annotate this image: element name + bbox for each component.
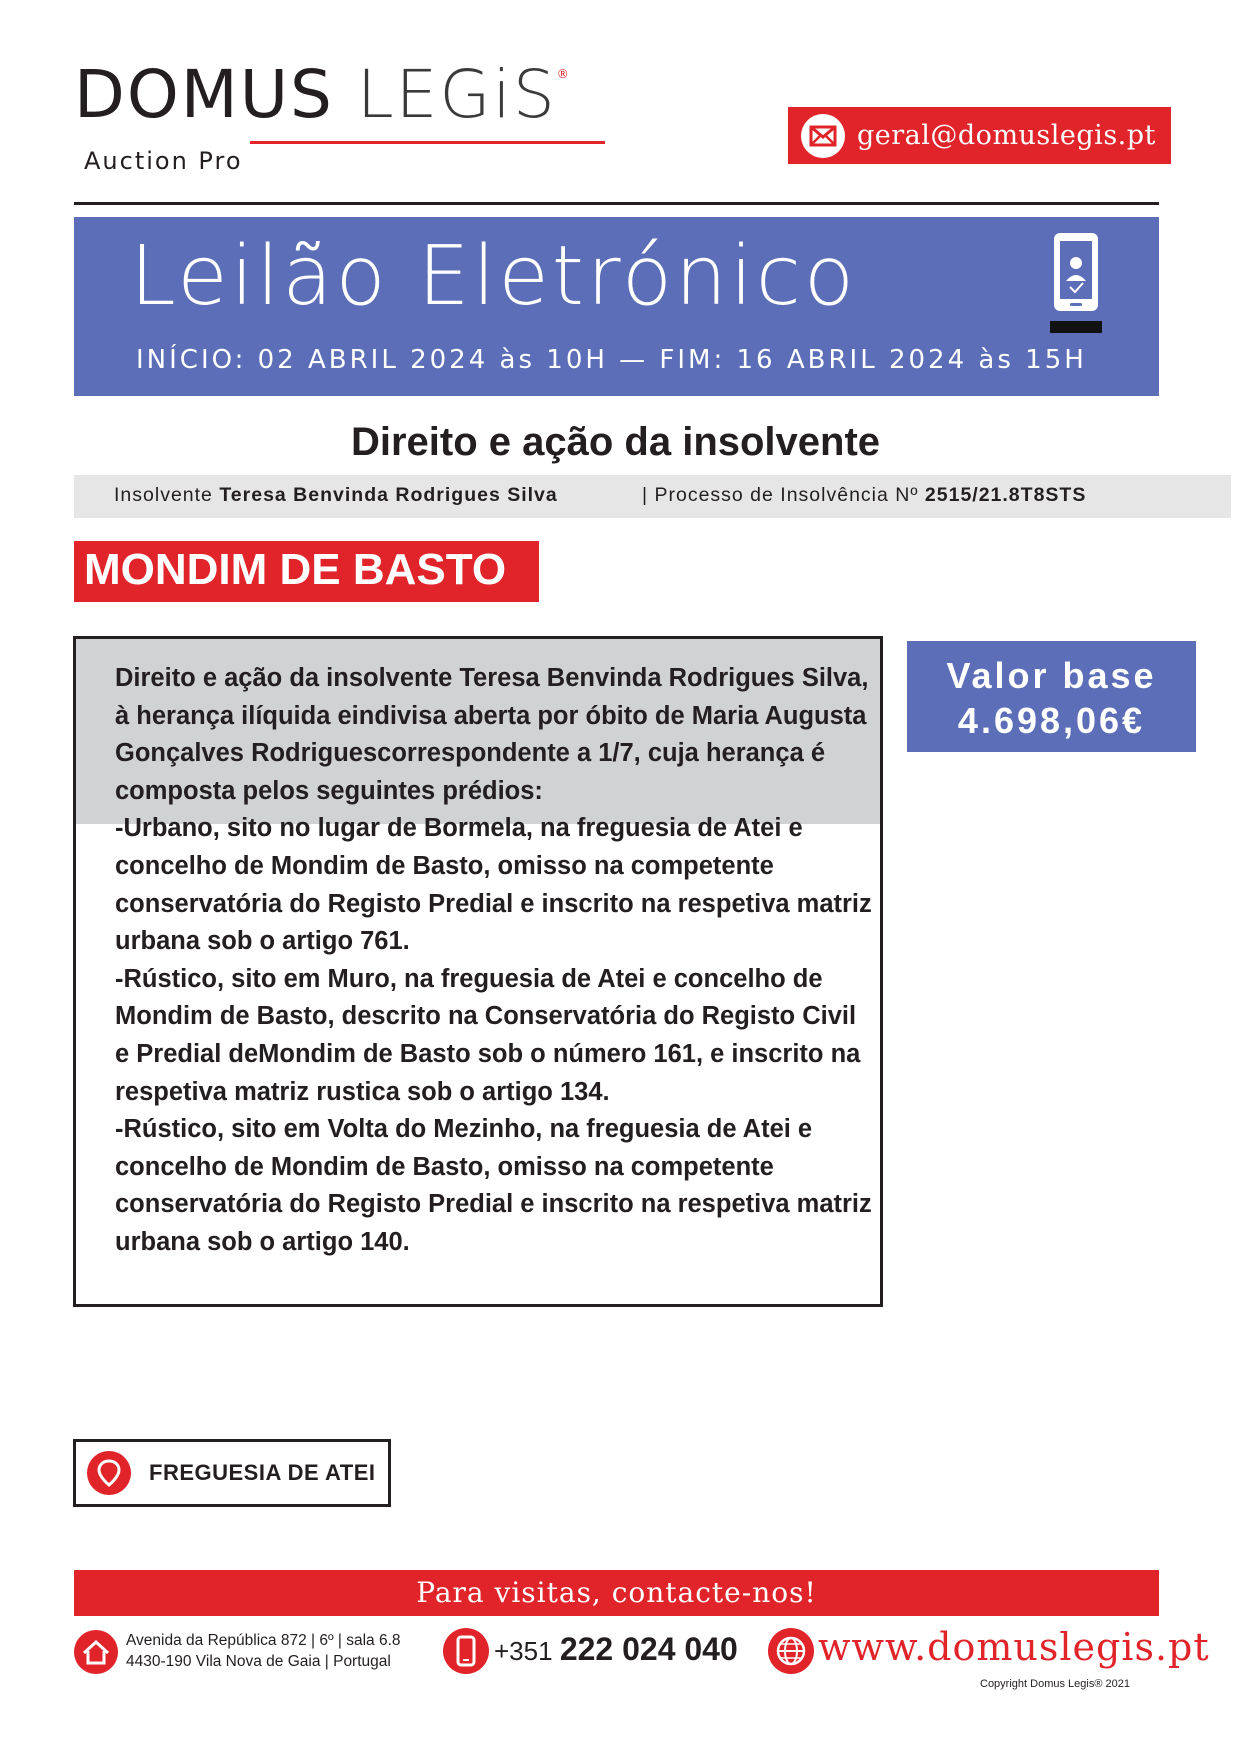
location-name: MONDIM DE BASTO [84, 545, 507, 594]
phone-number[interactable]: 222 024 040 [559, 1631, 738, 1667]
copyright-notice: Copyright Domus Legis® 2021 [980, 1678, 1130, 1690]
footer-phone[interactable] [494, 1631, 738, 1668]
description-intro: Direito e ação da insolvente Teresa Benvinda Rodrigues Silva, à herança ilíquida eindivisa aberta por óbito de Maria Augusta Gonçalves Rodriguescorrespondente a 1/7, cuja herança é composta pelos seguintes prédios: [115, 664, 869, 805]
property-item: -Rústico, sito em Muro, na freguesia de Atei e concelho de Mondim de Basto, descrito na Conservatória do Registo Civil e Predial deMondim de Basto sob o número 161, e inscrito na respetiva matriz rustica sob o artigo 134. [115, 964, 861, 1106]
website-link[interactable]: www.domuslegis.pt [818, 1625, 1210, 1669]
footer-address [126, 1630, 401, 1672]
envelope-icon [801, 114, 845, 158]
mobile-phone-icon [443, 1628, 489, 1674]
visit-message: Para visitas, contacte-nos! [416, 1576, 817, 1609]
header-divider [74, 202, 1159, 205]
location-pin-icon [87, 1451, 131, 1495]
logo-registered-mark: ® [556, 67, 571, 81]
globe-icon [768, 1628, 814, 1674]
property-item: -Rústico, sito em Volta do Mezinho, na freguesia de Atei e concelho de Mondim de Basto, omisso na competente conservatória do Registo Predial e inscrito na respetiva matriz urbana sob o artigo 140. [115, 1115, 872, 1256]
process-info [642, 484, 1086, 507]
base-value-amount: 4.698,06€ [957, 700, 1146, 741]
email-address[interactable]: geral@domuslegis.pt [857, 120, 1156, 151]
brand-logo [74, 56, 571, 133]
logo-brand-bold: DOMUS [74, 56, 334, 133]
banner-title: Leilão Eletrónico [130, 229, 858, 324]
insolvent-label: Insolvente [114, 484, 213, 506]
insolvent-info [114, 484, 558, 507]
description-text [115, 660, 875, 1262]
logo-brand-light: LEGiS [356, 56, 557, 133]
page-subtitle [0, 420, 1241, 465]
address-line-2: 4430-190 Vila Nova de Gaia | Portugal [126, 1653, 391, 1670]
process-number: 2515/21.8T8STS [924, 484, 1087, 506]
auction-dates: INÍCIO: 02 ABRIL 2024 às 10H — FIM: 16 ABRIL 2024 às 15H [136, 345, 1087, 375]
address-line-1: Avenida da República 872 | 6º | sala 6.8 [126, 1632, 401, 1649]
smartphone-icon [1050, 233, 1102, 333]
logo-underline [250, 141, 605, 144]
property-item: -Urbano, sito no lugar de Bormela, na freguesia de Atei e concelho de Mondim de Basto, omisso na competente conservatória do Registo Predial e inscrito na respetiva matriz urbana sob o artigo 761. [115, 814, 872, 956]
page-subtitle-text: Direito e ação da insolvente [350, 420, 881, 464]
email-contact[interactable] [788, 107, 1171, 164]
logo-tagline: Auction Pro [84, 147, 243, 175]
parish-name: FREGUESIA DE ATEI [149, 1460, 376, 1485]
home-icon [74, 1630, 118, 1674]
process-label: | Processo de Insolvência Nº [642, 484, 919, 506]
phone-prefix: +351 [494, 1636, 553, 1666]
insolvent-name: Teresa Benvinda Rodrigues Silva [219, 484, 558, 506]
base-value-label: Valor base [946, 655, 1157, 696]
